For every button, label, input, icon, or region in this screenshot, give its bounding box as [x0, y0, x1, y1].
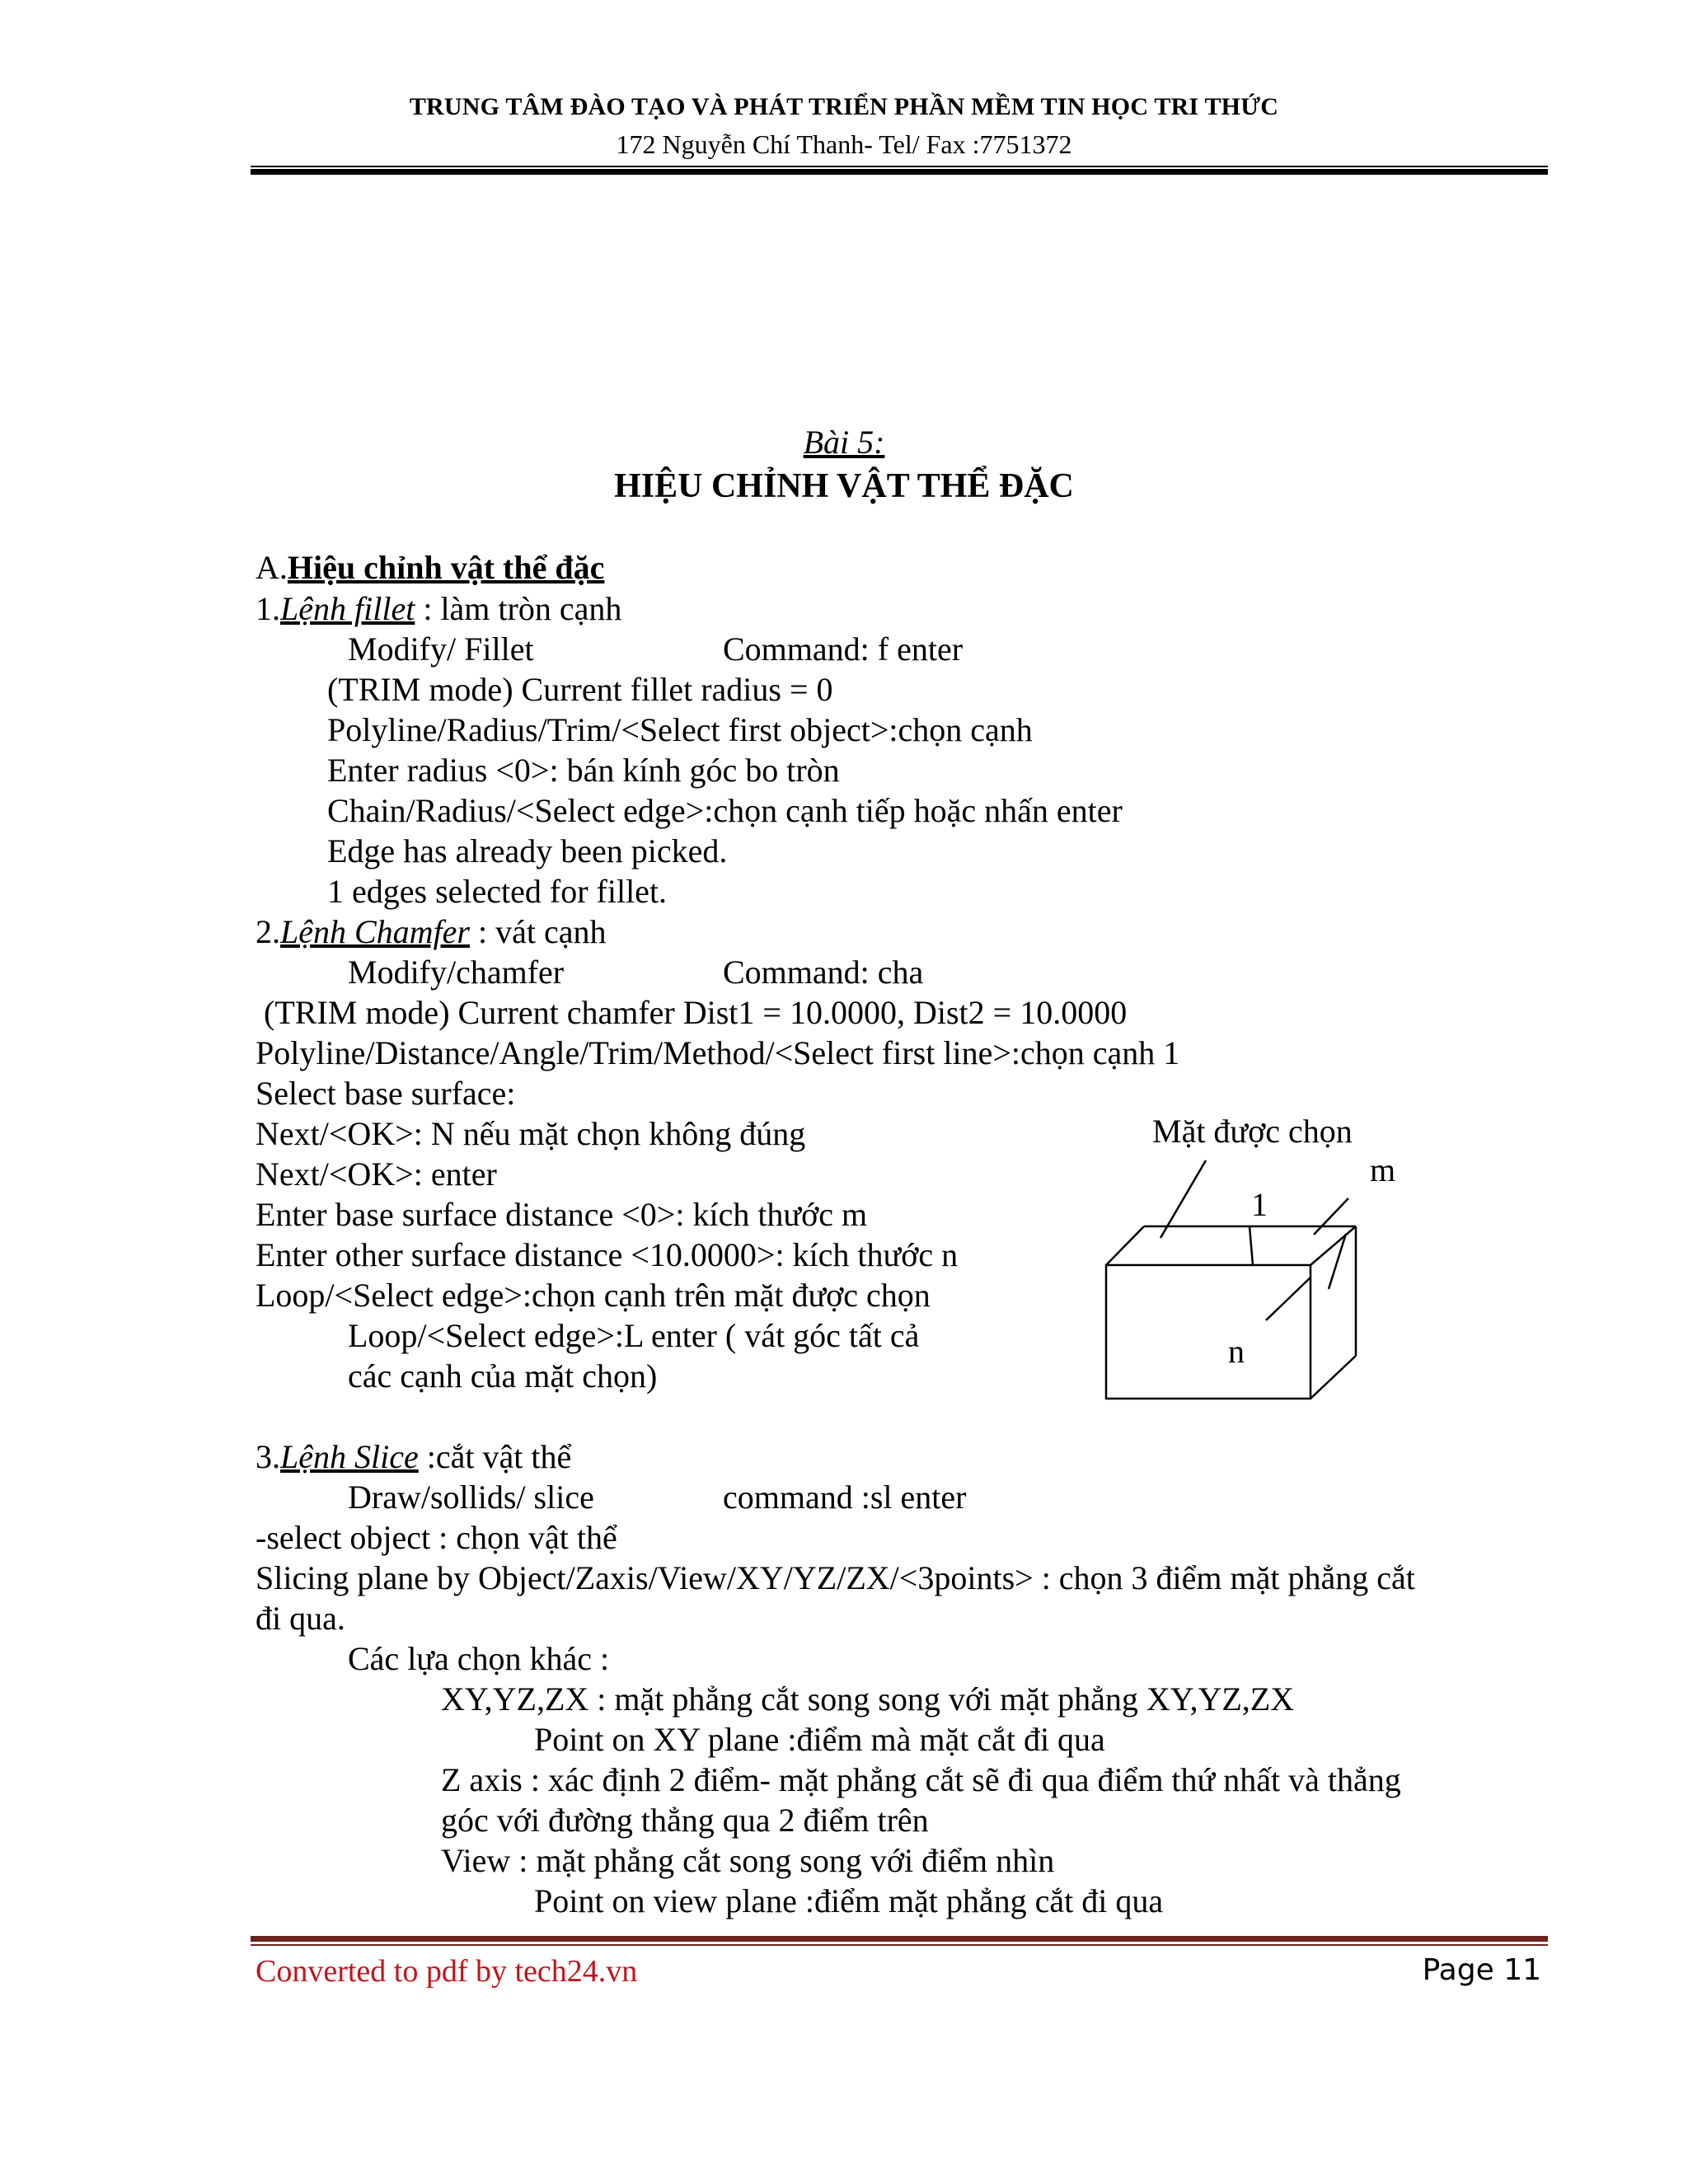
chamfer-line: Select base surface: [256, 1075, 516, 1112]
chamfer-command-name: Lệnh Chamfer [280, 913, 470, 950]
header-rule-thin [251, 166, 1548, 167]
slice-command-name: Lệnh Slice [280, 1438, 419, 1475]
slice-option-view: View : mặt phẳng cắt song song với điểm nhìn [441, 1842, 1055, 1879]
chamfer-line: Loop/<Select edge>:chọn cạnh trên mặt được chọn [256, 1277, 931, 1314]
chamfer-menu-path: Modify/chamfer [348, 954, 565, 991]
section-a-title: Hiệu chỉnh vật thể đặc [287, 549, 605, 586]
slice-option-view-sub: Point on view plane :điểm mặt phẳng cắt đi qua [534, 1882, 1164, 1919]
slice-menu-path: Draw/sollids/ slice [348, 1479, 594, 1516]
fillet-command: Command: f enter [723, 630, 964, 668]
chamfer-line: Enter base surface distance <0>: kích thước m [256, 1196, 868, 1233]
dimension-1-label: 1 [1251, 1186, 1268, 1223]
slice-line: Slicing plane by Object/Zaxis/View/XY/YZ/ZX/<3points> : chọn 3 điểm mặt phẳng cắt [256, 1559, 1415, 1596]
footer-converted-note: Converted to pdf by tech24.vn [256, 1954, 638, 1989]
fillet-line: Polyline/Radius/Trim/<Select first object>:chọn cạnh [327, 711, 1033, 748]
chamfer-command: Command: cha [723, 954, 924, 991]
header-center-name: TRUNG TÂM ĐÀO TẠO VÀ PHÁT TRIỂN PHẦN MỀM TIN HỌC TRI THỨC [409, 93, 1279, 120]
fillet-line: 1 edges selected for fillet. [327, 873, 668, 910]
dimension-n-leader [1266, 1277, 1311, 1320]
face-label: Mặt được chọn [1152, 1113, 1353, 1150]
slice-command: command :sl enter [723, 1479, 967, 1516]
dimension-n-label: n [1228, 1333, 1245, 1370]
header-address: 172 Nguyễn Chí Thanh- Tel/ Fax :7751372 [616, 129, 1072, 159]
box-edge [1311, 1356, 1356, 1399]
slice-option-xy-sub: Point on XY plane :điểm mà mặt cắt đi qua [534, 1721, 1105, 1758]
box-drawing [1071, 1104, 1418, 1418]
header-rule-thick [251, 169, 1548, 175]
chamfer-line: Next/<OK>: N nếu mặt chọn không đúng [256, 1115, 806, 1152]
dimension-1-line [1250, 1226, 1253, 1265]
slice-option-xy: XY,YZ,ZX : mặt phẳng cắt song song với mặt phẳng XY,YZ,ZX [441, 1680, 1295, 1718]
chamfer-line: Polyline/Distance/Angle/Trim/Method/<Select first line>:chọn cạnh 1 [256, 1034, 1180, 1071]
lesson-number: Bài 5: [803, 424, 885, 461]
footer-rule-thick [251, 1936, 1548, 1942]
chamfer-line: Next/<OK>: enter [256, 1155, 497, 1193]
fillet-line: Edge has already been picked. [327, 832, 728, 869]
chamfer-box-diagram [1071, 1104, 1418, 1422]
page-title: HIỆU CHỈNH VẬT THỂ ĐẶC [614, 467, 1074, 505]
fillet-command-name: Lệnh fillet [280, 590, 415, 627]
slice-line: -select object : chọn vật thể [256, 1519, 617, 1556]
dimension-m-line [1314, 1198, 1348, 1235]
chamfer-heading: 2.Lệnh Chamfer : vát cạnh [256, 913, 607, 950]
chamfer-indented-line: Loop/<Select edge>:L enter ( vát góc tất cả [348, 1317, 920, 1354]
fillet-line: Enter radius <0>: bán kính góc bo tròn [327, 752, 840, 789]
chamfer-line: (TRIM mode) Current chamfer Dist1 = 10.0000, Dist2 = 10.0000 [256, 994, 1128, 1031]
dimension-m-label: m [1370, 1151, 1396, 1188]
slice-other-options: Các lựa chọn khác : [348, 1640, 610, 1677]
section-a-heading: A.Hiệu chỉnh vật thể đặc [256, 549, 605, 586]
fillet-heading: 1.Lệnh fillet : làm tròn cạnh [256, 590, 622, 627]
page-number: Page 11 [1422, 1953, 1541, 1987]
slice-option-zaxis-cont: góc với đường thẳng qua 2 điểm trên [441, 1802, 929, 1839]
box-front-face [1106, 1265, 1311, 1399]
fillet-menu-path: Modify/ Fillet [348, 630, 534, 668]
slice-option-zaxis: Z axis : xác định 2 điểm- mặt phẳng cắt sẽ đi qua điểm thứ nhất và thẳng [441, 1761, 1401, 1798]
slice-line: đi qua. [256, 1600, 345, 1637]
chamfer-indented-line: các cạnh của mặt chọn) [348, 1357, 658, 1394]
footer-rule-thin [251, 1944, 1548, 1946]
chamfer-line: Enter other surface distance <10.0000>: kích thước n [256, 1236, 959, 1273]
box-edge [1106, 1226, 1144, 1265]
fillet-line: (TRIM mode) Current fillet radius = 0 [327, 671, 833, 708]
fillet-line: Chain/Radius/<Select edge>:chọn cạnh tiếp hoặc nhấn enter [327, 792, 1123, 829]
slice-heading: 3.Lệnh Slice :cắt vật thể [256, 1438, 572, 1475]
